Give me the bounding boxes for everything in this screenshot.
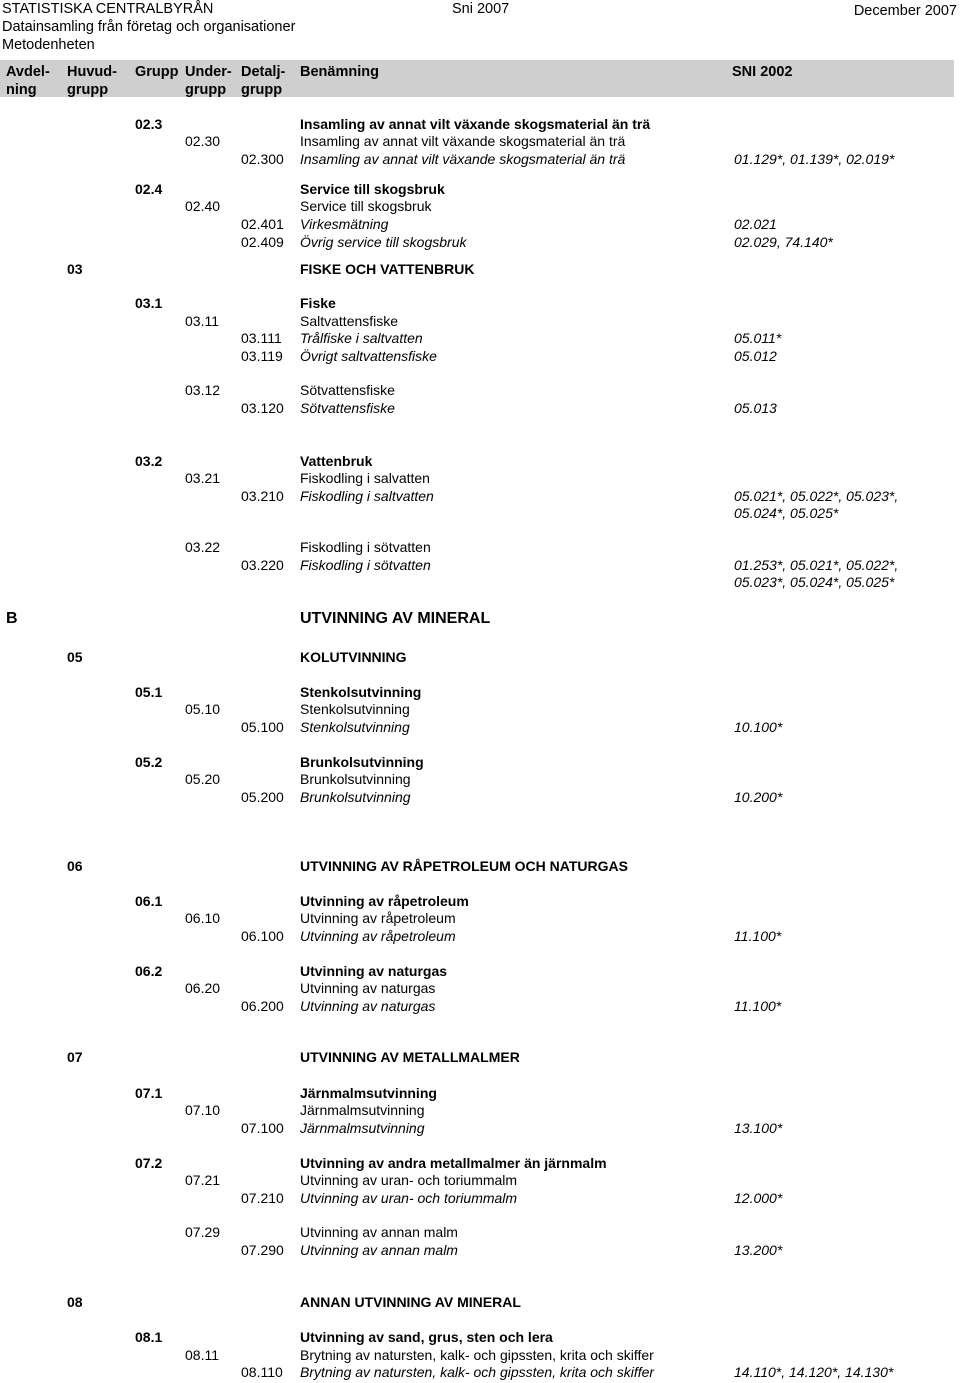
- row-code: 02.4: [135, 181, 163, 197]
- row-code: 02.30: [185, 133, 221, 149]
- table-row: [0, 610, 960, 627]
- table-row: [0, 1224, 960, 1241]
- row-name: Övrig service till skogsbruk: [300, 234, 467, 250]
- row-code: B: [6, 610, 18, 627]
- row-sni2002: 05.013: [734, 400, 777, 416]
- row-name: Järnmalmsutvinning: [300, 1085, 437, 1101]
- row-sni2002: 10.100*: [734, 719, 783, 735]
- row-code: 03.1: [135, 295, 163, 311]
- row-name: Utvinning av uran- och toriummalm: [300, 1190, 518, 1206]
- table-row: [0, 216, 960, 233]
- table-row: [0, 539, 960, 556]
- table-row: [0, 910, 960, 927]
- row-code: 07.210: [241, 1190, 284, 1206]
- row-name: Brytning av natursten, kalk- och gipssten, krita och skiffer: [300, 1347, 654, 1363]
- row-name: Stenkolsutvinning: [300, 684, 422, 700]
- table-row: [0, 261, 960, 278]
- row-code: 07.1: [135, 1085, 163, 1101]
- table-row: [0, 313, 960, 330]
- row-code: 06.20: [185, 980, 221, 996]
- row-code: 03.2: [135, 453, 163, 469]
- unit-name: Datainsamling från företag och organisationer: [2, 19, 296, 35]
- table-row: [0, 1120, 960, 1137]
- row-sni2002: 05.024*, 05.025*: [734, 505, 839, 521]
- row-name: Utvinning av råpetroleum: [300, 910, 456, 926]
- row-name: Utvinning av uran- och toriummalm: [300, 1172, 518, 1188]
- row-code: 05.20: [185, 771, 221, 787]
- row-name: Utvinning av råpetroleum: [300, 893, 469, 909]
- table-row: [0, 470, 960, 487]
- row-code: 05.10: [185, 701, 221, 717]
- row-name: Utvinning av naturgas: [300, 963, 448, 979]
- table-row: [0, 684, 960, 701]
- row-code: 07.290: [241, 1242, 284, 1258]
- row-code: 03.11: [185, 313, 219, 329]
- table-row: [0, 151, 960, 168]
- table-row: [0, 858, 960, 875]
- row-code: 02.3: [135, 116, 163, 132]
- row-code: 05.1: [135, 684, 163, 700]
- row-code: 03.210: [241, 488, 284, 504]
- row-name: Utvinning av naturgas: [300, 998, 436, 1014]
- table-row: [0, 754, 960, 771]
- table-row: [0, 488, 960, 505]
- table-row: [0, 771, 960, 788]
- row-name: Fiskodling i salvatten: [300, 470, 430, 486]
- table-row: [0, 295, 960, 312]
- table-row: [0, 1294, 960, 1311]
- row-name: Utvinning av andra metallmalmer än järnmalm: [300, 1155, 607, 1171]
- row-code: 08.1: [135, 1329, 163, 1345]
- row-code: 02.401: [241, 216, 284, 232]
- row-name: Brunkolsutvinning: [300, 754, 424, 770]
- table-row: [0, 181, 960, 198]
- row-code: 08.110: [241, 1364, 283, 1380]
- row-name: Utvinning av naturgas: [300, 980, 436, 996]
- org-name: STATISTISKA CENTRALBYRÅN: [2, 1, 214, 17]
- row-sni2002: 02.021: [734, 216, 777, 232]
- row-sni2002: 13.200*: [734, 1242, 783, 1258]
- row-name: Sötvattensfiske: [300, 400, 395, 416]
- row-name: Fiskodling i sötvatten: [300, 557, 431, 573]
- row-name: KOLUTVINNING: [300, 649, 407, 665]
- row-code: 05.200: [241, 789, 284, 805]
- row-name: Utvinning av annan malm: [300, 1224, 458, 1240]
- table-row: [0, 116, 960, 133]
- row-name: Utvinning av annan malm: [300, 1242, 458, 1258]
- row-code: 03: [67, 261, 83, 277]
- col-benamning: Benämning: [300, 64, 379, 80]
- table-row: [0, 1329, 960, 1346]
- classification-version: Sni 2007: [452, 1, 510, 17]
- row-code: 03.119: [241, 348, 283, 364]
- table-row: [0, 234, 960, 251]
- table-row: [0, 1085, 960, 1102]
- row-name: UTVINNING AV MINERAL: [300, 610, 491, 627]
- table-row: [0, 893, 960, 910]
- row-name: Insamling av annat vilt växande skogsmaterial än trä: [300, 116, 651, 132]
- row-name: ANNAN UTVINNING AV MINERAL: [300, 1294, 521, 1310]
- dept-name: Metodenheten: [2, 37, 95, 53]
- row-code: 08.11: [185, 1347, 219, 1363]
- table-row: [0, 1102, 960, 1119]
- row-name: Sötvattensfiske: [300, 382, 395, 398]
- row-name: UTVINNING AV RÅPETROLEUM OCH NATURGAS: [300, 858, 628, 874]
- col-huvudgrupp: Huvud- grupp: [67, 64, 117, 98]
- table-row: [0, 928, 960, 945]
- col-detaljgrupp: Detalj- grupp: [241, 64, 286, 98]
- table-row: [0, 701, 960, 718]
- row-code: 03.111: [241, 330, 282, 346]
- row-code: 05.100: [241, 719, 284, 735]
- row-name: Järnmalmsutvinning: [300, 1102, 425, 1118]
- row-name: Fiskodling i saltvatten: [300, 488, 434, 504]
- row-name: Övrigt saltvattensfiske: [300, 348, 437, 364]
- row-name: Virkesmätning: [300, 216, 389, 232]
- row-name: Stenkolsutvinning: [300, 719, 410, 735]
- row-name: Insamling av annat vilt växande skogsmaterial än trä: [300, 133, 626, 149]
- row-name: Järnmalmsutvinning: [300, 1120, 425, 1136]
- row-name: Saltvattensfiske: [300, 313, 399, 329]
- row-code: 07.21: [185, 1172, 221, 1188]
- row-code: 02.300: [241, 151, 284, 167]
- row-name: Brytning av natursten, kalk- och gipssten, krita och skiffer: [300, 1364, 655, 1380]
- table-row: [0, 1347, 960, 1364]
- row-name: Brunkolsutvinning: [300, 789, 411, 805]
- row-sni2002: 05.012: [734, 348, 777, 364]
- table-row: [0, 574, 960, 591]
- row-code: 05.2: [135, 754, 163, 770]
- col-avdelning: Avdel- ning: [6, 64, 50, 98]
- row-code: 03.220: [241, 557, 284, 573]
- row-sni2002: 12.000*: [734, 1190, 783, 1206]
- row-name: Utvinning av råpetroleum: [300, 928, 456, 944]
- row-code: 07.10: [185, 1102, 221, 1118]
- row-name: Brunkolsutvinning: [300, 771, 411, 787]
- row-code: 02.409: [241, 234, 284, 250]
- row-name: Fiske: [300, 295, 336, 311]
- row-name: Stenkolsutvinning: [300, 701, 410, 717]
- row-name: Utvinning av sand, grus, sten och lera: [300, 1329, 553, 1345]
- row-name: FISKE OCH VATTENBRUK: [300, 261, 475, 277]
- row-code: 06.100: [241, 928, 284, 944]
- table-row: [0, 980, 960, 997]
- row-code: 06.10: [185, 910, 221, 926]
- table-row: [0, 1172, 960, 1189]
- document-date: December 2007: [853, 3, 957, 19]
- row-name: Insamling av annat vilt växande skogsmaterial än trä: [300, 151, 626, 167]
- table-row: [0, 348, 960, 365]
- table-row: [0, 963, 960, 980]
- table-row: [0, 382, 960, 399]
- table-row: [0, 1242, 960, 1259]
- row-sni2002: 11.100*: [734, 998, 782, 1014]
- table-row: [0, 133, 960, 150]
- row-code: 06.1: [135, 893, 163, 909]
- row-name: Fiskodling i sötvatten: [300, 539, 431, 555]
- row-code: 03.21: [185, 470, 221, 486]
- row-sni2002: 02.029, 74.140*: [734, 234, 833, 250]
- row-code: 03.22: [185, 539, 221, 555]
- row-sni2002: 11.100*: [734, 928, 782, 944]
- table-row: [0, 1364, 960, 1381]
- table-row: [0, 1155, 960, 1172]
- table-row: [0, 505, 960, 522]
- table-row: [0, 719, 960, 736]
- row-name: Trålfiske i saltvatten: [300, 330, 423, 346]
- row-sni2002: 05.011*: [734, 330, 782, 346]
- row-code: 06.200: [241, 998, 284, 1014]
- row-sni2002: 13.100*: [734, 1120, 783, 1136]
- row-code: 03.120: [241, 400, 284, 416]
- row-code: 06.2: [135, 963, 163, 979]
- row-sni2002: 05.021*, 05.022*, 05.023*,: [734, 488, 899, 504]
- row-code: 08: [67, 1294, 83, 1310]
- table-row: [0, 453, 960, 470]
- table-row: [0, 1190, 960, 1207]
- row-sni2002: 05.023*, 05.024*, 05.025*: [734, 574, 895, 590]
- table-row: [0, 649, 960, 666]
- table-row: [0, 400, 960, 417]
- row-name: Service till skogsbruk: [300, 181, 445, 197]
- row-code: 05: [67, 649, 83, 665]
- row-code: 03.12: [185, 382, 221, 398]
- row-code: 02.40: [185, 198, 221, 214]
- row-sni2002: 14.110*, 14.120*, 14.130*: [734, 1364, 894, 1380]
- row-name: Vattenbruk: [300, 453, 373, 469]
- col-grupp: Grupp: [135, 64, 179, 80]
- table-row: [0, 1049, 960, 1066]
- row-code: 07.100: [241, 1120, 284, 1136]
- table-row: [0, 330, 960, 347]
- col-undergrupp: Under- grupp: [185, 64, 232, 98]
- row-sni2002: 10.200*: [734, 789, 783, 805]
- row-code: 07: [67, 1049, 83, 1065]
- table-row: [0, 789, 960, 806]
- table-row: [0, 198, 960, 215]
- table-row: [0, 998, 960, 1015]
- row-name: Service till skogsbruk: [300, 198, 432, 214]
- row-name: UTVINNING AV METALLMALMER: [300, 1049, 520, 1065]
- table-row: [0, 557, 960, 574]
- row-code: 07.29: [185, 1224, 221, 1240]
- row-sni2002: 01.253*, 05.021*, 05.022*,: [734, 557, 899, 573]
- row-code: 06: [67, 858, 83, 874]
- row-code: 07.2: [135, 1155, 163, 1171]
- col-sni2002: SNI 2002: [732, 64, 793, 80]
- row-sni2002: 01.129*, 01.139*, 02.019*: [734, 151, 895, 167]
